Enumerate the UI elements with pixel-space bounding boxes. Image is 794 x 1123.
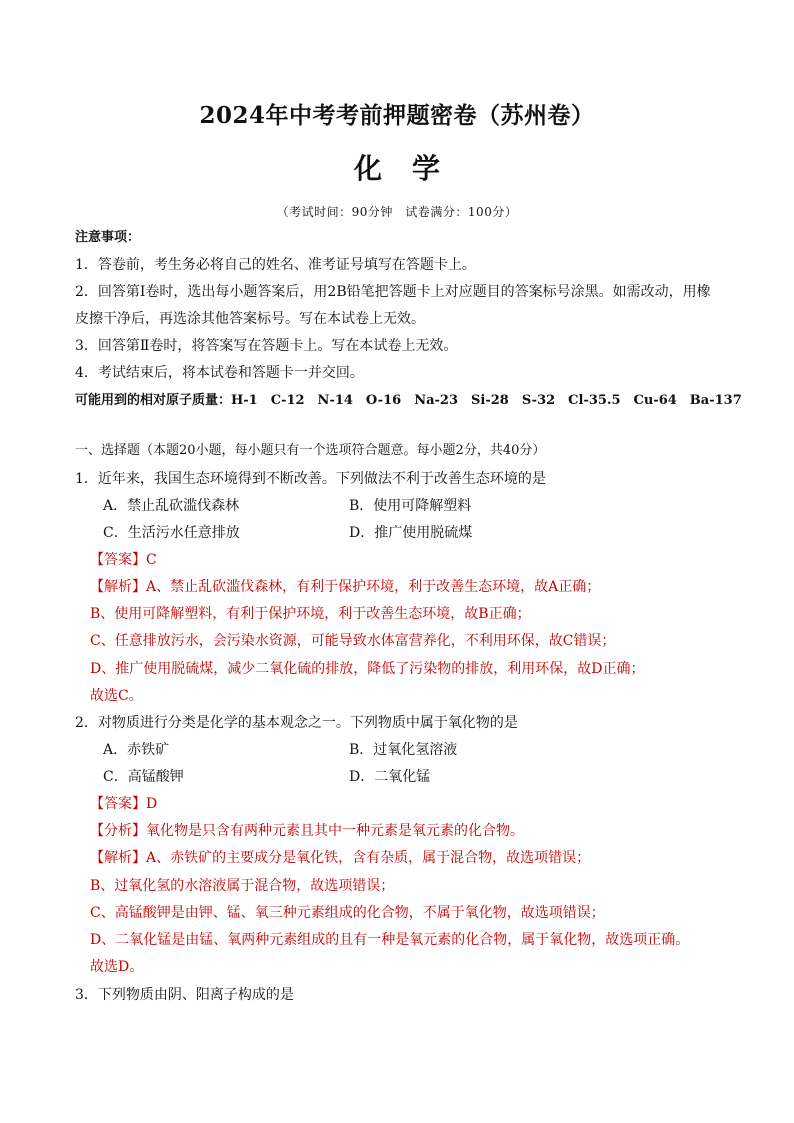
analysis-text: A、禁止乱砍滥伐森林，有利于保护环境，利于改善生态环境，故A正确； xyxy=(146,579,601,595)
analysis-text: C、高锰酸钾是由钾、锰、氧三种元素组成的化合物，不属于氧化物，故选项错误； xyxy=(90,905,605,921)
analysis-text: B、过氧化氢的水溶液属于混合物，故选项错误； xyxy=(90,878,395,894)
notice-item: 2．回答第Ⅰ卷时，选出每小题答案后，用2B铅笔把答题卡上对应题目的答案标号涂黑。如需改动，用橡 xyxy=(75,284,711,300)
time-info: （考试时间：90分钟 试卷满分：100分） xyxy=(276,205,518,219)
analysis-text: C、任意排放污水，会污染水资源，可能导致水体富营养化，不利用环保，故C错误； xyxy=(90,633,616,649)
question-stem: 2．对物质进行分类是化学的基本观念之一。下列物质中属于氧化物的是 xyxy=(75,715,518,731)
conclusion: 故选C。 xyxy=(90,688,143,704)
notice-item: 3．回答第Ⅱ卷时，将答案写在答题卡上。写在本试卷上无效。 xyxy=(75,338,458,354)
section-heading: 一、选择题（本题20小题，每小题只有一个选项符合题意。每小题2分，共40分） xyxy=(75,443,546,458)
analysis-tag: 【解析】 xyxy=(90,850,146,866)
analysis-text: D、推广使用脱硫煤，减少二氧化硫的排放，降低了污染物的排放，利用环保，故D正确； xyxy=(90,661,645,677)
answer-line xyxy=(90,795,770,813)
exam-title: 2024年中考考前押题密卷（苏州卷） xyxy=(199,102,595,129)
option-a: A．赤铁矿 xyxy=(103,742,170,758)
option-d: D．推广使用脱硫煤 xyxy=(349,525,473,541)
fenxi-line xyxy=(90,822,770,840)
option-b: B．过氧化氢溶液 xyxy=(349,742,458,758)
question-stem: 1．近年来，我国生态环境得到不断改善。下列做法不利于改善生态环境的是 xyxy=(75,471,546,487)
analysis-line xyxy=(90,578,770,596)
notice-item: 4．考试结束后，将本试卷和答题卡一并交回。 xyxy=(75,365,364,381)
answer-value: C xyxy=(146,552,157,568)
option-c: C．生活污水任意排放 xyxy=(103,525,240,541)
analysis-tag: 【解析】 xyxy=(90,579,146,595)
option-a: A．禁止乱砍滥伐森林 xyxy=(103,498,240,514)
question-stem: 3．下列物质由阴、阳离子构成的是 xyxy=(75,987,294,1003)
analysis-line xyxy=(90,849,770,867)
analysis-text: A、赤铁矿的主要成分是氧化铁，含有杂质，属于混合物，故选项错误； xyxy=(146,850,591,866)
conclusion: 故选D。 xyxy=(90,959,144,975)
option-b: B．使用可降解塑料 xyxy=(349,498,472,514)
fenxi-tag: 【分析】 xyxy=(90,823,146,839)
analysis-text: D、二氧化锰是由锰、氧两种元素组成的且有一种是氧元素的化合物，属于氧化物，故选项正确。 xyxy=(90,932,690,948)
answer-line xyxy=(90,551,770,569)
answer-value: D xyxy=(146,796,158,812)
notice-item: 1．答卷前，考生务必将自己的姓名、准考证号填写在答题卡上。 xyxy=(75,257,476,273)
option-d: D．二氧化锰 xyxy=(349,769,431,785)
subject-title: 化学 xyxy=(353,152,470,185)
atomic-masses: 可能用到的相对原子质量：H-1 C-12 N-14 O-16 Na-23 Si-28 S-32 Cl-35.5 Cu-64 Ba-137 xyxy=(75,393,742,408)
notice-item: 皮擦干净后，再选涂其他答案标号。写在本试卷上无效。 xyxy=(75,311,425,327)
fenxi-text: 氧化物是只含有两种元素且其中一种元素是氧元素的化合物。 xyxy=(146,823,524,839)
option-c: C．高锰酸钾 xyxy=(103,769,184,785)
answer-tag: 【答案】 xyxy=(90,796,146,812)
notice-label: 注意事项： xyxy=(75,230,141,245)
answer-tag: 【答案】 xyxy=(90,552,146,568)
analysis-text: B、使用可降解塑料，有利于保护环境，利于改善生态环境，故B正确； xyxy=(90,606,531,622)
